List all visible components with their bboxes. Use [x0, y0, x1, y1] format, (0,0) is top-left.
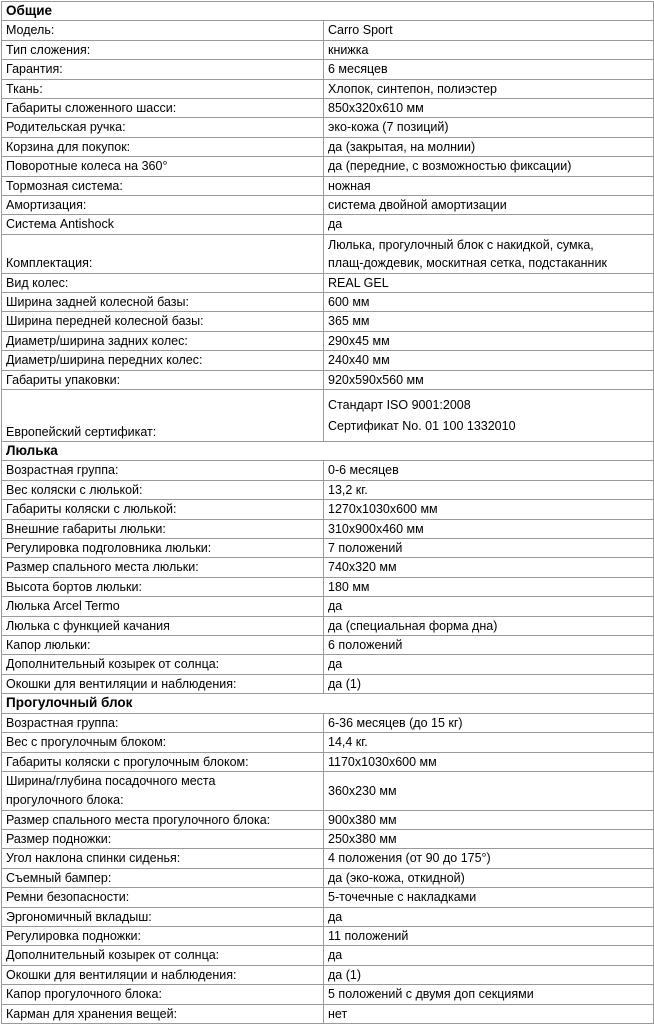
spec-value [324, 500, 654, 519]
table-row [2, 868, 654, 887]
table-row [2, 771, 654, 810]
spec-value [324, 519, 654, 538]
table-row [2, 292, 654, 311]
spec-value [324, 234, 654, 273]
spec-label: Габариты коляски с люлькой: [2, 500, 324, 519]
spec-value [324, 927, 654, 946]
spec-label: Размер спального места люльки: [2, 558, 324, 577]
spec-value [324, 849, 654, 868]
spec-value [324, 636, 654, 655]
spec-value-line: 7 положений [328, 541, 403, 556]
spec-value-line: 6 месяцев [328, 62, 388, 77]
spec-label: Ремни безопасности: [2, 888, 324, 907]
spec-value [324, 539, 654, 558]
spec-value-line: 6-36 месяцев (до 15 кг) [328, 715, 463, 730]
spec-value-line: 360x230 мм [328, 783, 397, 798]
spec-value [324, 118, 654, 137]
specifications-body [2, 2, 654, 1024]
spec-label: Тормозная система: [2, 176, 324, 195]
table-row [2, 985, 654, 1004]
spec-label: Поворотные колеса на 360° [2, 157, 324, 176]
spec-label: Окошки для вентиляции и наблюдения: [2, 674, 324, 693]
spec-value [324, 965, 654, 984]
section-header [2, 694, 654, 713]
spec-value [324, 21, 654, 40]
spec-value-line: 290x45 мм [328, 333, 390, 348]
spec-value [324, 674, 654, 693]
spec-label: Эргономичный вкладыш: [2, 907, 324, 926]
specifications-table [1, 1, 654, 1024]
spec-label: Съемный бампер: [2, 868, 324, 887]
spec-label: Европейский сертификат: [2, 390, 324, 442]
spec-value-line: 850x320x610 мм [328, 101, 424, 116]
spec-value-line: REAL GEL [328, 275, 389, 290]
table-row [2, 927, 654, 946]
spec-label: Система Antishock [2, 215, 324, 234]
spec-value-line: плащ-дождевик, москитная сетка, подстаканник [328, 256, 607, 271]
table-row [2, 312, 654, 331]
spec-value-line: Люлька, прогулочный блок с накидкой, сумка, [328, 237, 594, 252]
spec-label: Тип сложения: [2, 40, 324, 59]
spec-value-line: система двойной амортизации [328, 198, 507, 213]
spec-label: Ткань: [2, 79, 324, 98]
table-row [2, 519, 654, 538]
spec-value [324, 616, 654, 635]
table-row [2, 616, 654, 635]
section-title: Общие [2, 2, 654, 21]
spec-label: Дополнительный козырек от солнца: [2, 946, 324, 965]
spec-value-line: 1170x1030x600 мм [328, 754, 437, 769]
spec-value [324, 888, 654, 907]
spec-label: Регулировка подножки: [2, 927, 324, 946]
table-row [2, 597, 654, 616]
section-title: Люлька [2, 442, 654, 461]
table-row [2, 830, 654, 849]
table-row [2, 558, 654, 577]
spec-label: Диаметр/ширина задних колес: [2, 331, 324, 350]
spec-value-line: 6 положений [328, 638, 403, 653]
spec-label: Окошки для вентиляции и наблюдения: [2, 965, 324, 984]
spec-value [324, 331, 654, 350]
spec-value-line: да (специальная форма дна) [328, 618, 498, 633]
section-header [2, 2, 654, 21]
table-row [2, 60, 654, 79]
spec-value [324, 196, 654, 215]
spec-label [2, 771, 324, 810]
spec-label: Регулировка подголовника люльки: [2, 539, 324, 558]
spec-value-line: да (1) [328, 676, 361, 691]
spec-value-line: 0-6 месяцев [328, 463, 399, 478]
spec-value-line: 11 положений [328, 929, 409, 944]
spec-value-line: 250x380 мм [328, 832, 397, 846]
table-row [2, 733, 654, 752]
spec-value [324, 137, 654, 156]
spec-value-line: да (1) [328, 967, 361, 982]
table-row [2, 480, 654, 499]
spec-label: Ширина передней колесной базы: [2, 312, 324, 331]
spec-value-line: 920x590x560 мм [328, 372, 424, 387]
table-row [2, 79, 654, 98]
table-row [2, 810, 654, 829]
spec-value [324, 752, 654, 771]
spec-value [324, 713, 654, 732]
spec-value-line: 5-точечные с накладками [328, 890, 477, 905]
spec-value-line: 740x320 мм [328, 560, 397, 575]
spec-label: Возрастная группа: [2, 461, 324, 480]
table-row [2, 500, 654, 519]
spec-label: Комплектация: [2, 234, 324, 273]
spec-label: Габариты упаковки: [2, 370, 324, 389]
spec-label-line: Ширина/глубина посадочного места [6, 774, 216, 789]
table-row [2, 390, 654, 442]
spec-value [324, 312, 654, 331]
spec-value [324, 577, 654, 596]
spec-value-line: Сертификат No. 01 100 1332010 [328, 418, 516, 433]
spec-value-line: 1270x1030x600 мм [328, 502, 438, 517]
spec-value [324, 461, 654, 480]
table-row [2, 849, 654, 868]
spec-value-line: да [328, 217, 343, 232]
spec-value-line: да [328, 909, 343, 924]
spec-label: Вид колес: [2, 273, 324, 292]
table-row [2, 946, 654, 965]
spec-value-line: да [328, 599, 343, 614]
spec-value-line: 4 положения (от 90 до 175°) [328, 851, 491, 866]
spec-label: Габариты коляски с прогулочным блоком: [2, 752, 324, 771]
table-row [2, 636, 654, 655]
spec-label: Капор прогулочного блока: [2, 985, 324, 1004]
table-row [2, 713, 654, 732]
table-row [2, 461, 654, 480]
table-row [2, 196, 654, 215]
spec-value [324, 273, 654, 292]
spec-value [324, 868, 654, 887]
spec-label: Корзина для покупок: [2, 137, 324, 156]
spec-value [324, 99, 654, 118]
table-row [2, 40, 654, 59]
table-row [2, 157, 654, 176]
spec-label: Размер подножки: [2, 830, 324, 849]
spec-label: Гарантия: [2, 60, 324, 79]
spec-value-line: 180 мм [328, 579, 370, 594]
spec-label: Внешние габариты люльки: [2, 519, 324, 538]
table-row [2, 370, 654, 389]
spec-label-line: прогулочного блока: [6, 792, 124, 807]
spec-value-line: 5 положений с двумя доп секциями [328, 987, 534, 1002]
spec-label: Диаметр/ширина передних колес: [2, 351, 324, 370]
table-row [2, 539, 654, 558]
spec-value [324, 1004, 654, 1023]
spec-value [324, 733, 654, 752]
spec-value [324, 215, 654, 234]
spec-label: Люлька Arcel Termo [2, 597, 324, 616]
spec-value-line: эко-кожа (7 позиций) [328, 120, 449, 135]
spec-value [324, 830, 654, 849]
spec-label: Вес коляски с люлькой: [2, 480, 324, 499]
spec-label: Ширина задней колесной базы: [2, 292, 324, 311]
spec-value [324, 157, 654, 176]
spec-label: Родительская ручка: [2, 118, 324, 137]
table-row [2, 234, 654, 273]
section-title: Прогулочный блок [2, 694, 654, 713]
table-row [2, 273, 654, 292]
spec-value-line: 900x380 мм [328, 812, 397, 827]
spec-value-line: Carro Sport [328, 23, 393, 38]
spec-value [324, 176, 654, 195]
table-row [2, 118, 654, 137]
spec-value-line: да (закрытая, на молнии) [328, 139, 476, 154]
table-row [2, 888, 654, 907]
spec-label: Амортизация: [2, 196, 324, 215]
spec-label: Карман для хранения вещей: [2, 1004, 324, 1023]
table-row [2, 176, 654, 195]
table-row [2, 752, 654, 771]
spec-value [324, 390, 654, 442]
section-header [2, 442, 654, 461]
table-row [2, 99, 654, 118]
table-row [2, 655, 654, 674]
spec-label: Угол наклона спинки сиденья: [2, 849, 324, 868]
spec-value [324, 60, 654, 79]
spec-value-line: да [328, 948, 343, 963]
spec-label: Высота бортов люльки: [2, 577, 324, 596]
spec-value-line: ножная [328, 178, 371, 193]
spec-value-line: 365 мм [328, 314, 370, 329]
spec-label: Вес с прогулочным блоком: [2, 733, 324, 752]
spec-value [324, 351, 654, 370]
spec-value-line: 310x900x460 мм [328, 521, 424, 536]
table-row [2, 907, 654, 926]
spec-value-line: 13,2 кг. [328, 482, 368, 497]
spec-value [324, 370, 654, 389]
spec-label: Размер спального места прогулочного блока: [2, 810, 324, 829]
spec-label: Возрастная группа: [2, 713, 324, 732]
spec-label: Люлька с функцией качания [2, 616, 324, 635]
table-row [2, 351, 654, 370]
spec-value [324, 810, 654, 829]
spec-value-line: Хлопок, синтепон, полиэстер [328, 81, 497, 96]
spec-value-line: 14,4 кг. [328, 735, 368, 750]
spec-value [324, 79, 654, 98]
spec-value-line: 240x40 мм [328, 353, 390, 368]
spec-label: Модель: [2, 21, 324, 40]
spec-label: Капор люльки: [2, 636, 324, 655]
spec-value-line: Стандарт ISO 9001:2008 [328, 397, 471, 412]
spec-label: Дополнительный козырек от солнца: [2, 655, 324, 674]
spec-value-line: да (эко-кожа, откидной) [328, 870, 465, 885]
spec-value [324, 292, 654, 311]
spec-value [324, 946, 654, 965]
spec-value [324, 771, 654, 810]
table-row [2, 215, 654, 234]
table-row [2, 674, 654, 693]
spec-value [324, 597, 654, 616]
spec-value [324, 558, 654, 577]
spec-label: Габариты сложенного шасси: [2, 99, 324, 118]
spec-value [324, 480, 654, 499]
spec-value-line: книжка [328, 42, 369, 57]
table-row [2, 1004, 654, 1023]
spec-value-line: да (передние, с возможностью фиксации) [328, 159, 572, 174]
table-row [2, 331, 654, 350]
spec-value [324, 907, 654, 926]
table-row [2, 965, 654, 984]
table-row [2, 21, 654, 40]
spec-value-line: да [328, 657, 343, 672]
spec-value [324, 655, 654, 674]
spec-value-line: нет [328, 1006, 348, 1021]
spec-value [324, 40, 654, 59]
spec-value [324, 985, 654, 1004]
table-row [2, 577, 654, 596]
table-row [2, 137, 654, 156]
spec-value-line: 600 мм [328, 294, 370, 309]
